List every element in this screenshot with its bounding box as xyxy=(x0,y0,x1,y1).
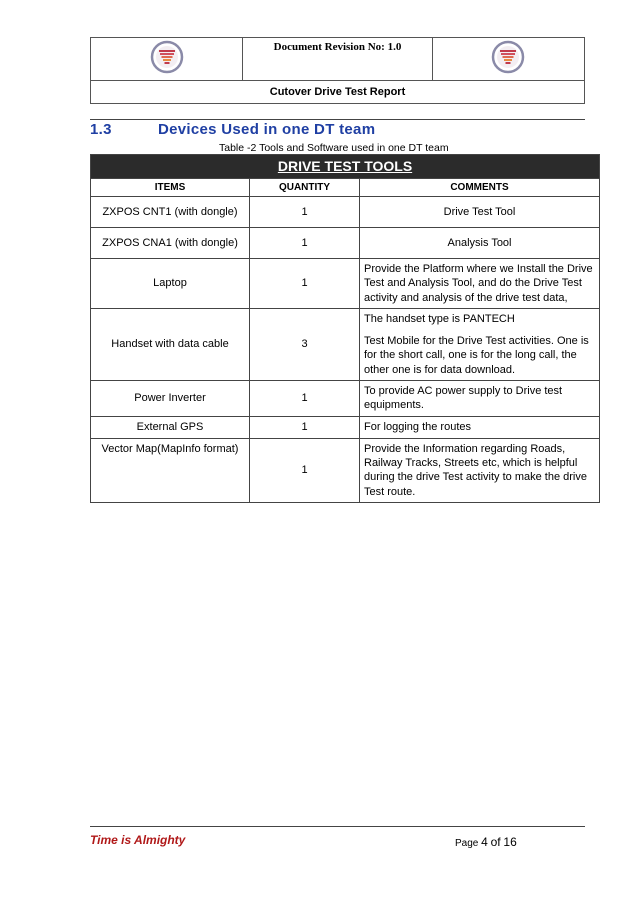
table-row xyxy=(91,416,600,438)
row-item: ZXPOS CNA1 (with dongle) xyxy=(91,228,250,259)
table-row xyxy=(91,381,600,417)
table-header-row xyxy=(91,179,600,197)
row-quantity: 1 xyxy=(250,416,360,438)
row-comment: To provide AC power supply to Drive test equipments. xyxy=(360,381,600,417)
funnel-logo-icon xyxy=(491,40,525,74)
header-logo-left-cell xyxy=(91,38,243,81)
page-of: of xyxy=(490,835,501,849)
table-row xyxy=(91,228,600,259)
row-quantity: 3 xyxy=(250,308,360,380)
row-comment xyxy=(360,308,600,380)
row-quantity: 1 xyxy=(250,228,360,259)
document-header xyxy=(90,37,585,104)
row-comment: Drive Test Tool xyxy=(360,197,600,228)
footer-divider xyxy=(90,826,585,827)
section-heading xyxy=(90,121,375,138)
column-header-quantity: QUANTITY xyxy=(250,179,360,197)
row-quantity: 1 xyxy=(250,259,360,309)
row-comment-line: The handset type is PANTECH xyxy=(364,312,515,325)
report-title: Cutover Drive Test Report xyxy=(91,81,585,104)
page-number xyxy=(455,835,517,849)
row-item: External GPS xyxy=(91,416,250,438)
section-number: 1.3 xyxy=(90,121,112,138)
row-comment: Provide the Platform where we Install the Drive Test and Analysis Tool, and do the Drive Test activity and analysis of the drive test data, xyxy=(360,259,600,309)
table-row xyxy=(91,259,600,309)
row-quantity: 1 xyxy=(250,438,360,502)
row-quantity: 1 xyxy=(250,381,360,417)
page-total: 16 xyxy=(503,835,517,849)
row-item: Handset with data cable xyxy=(91,308,250,380)
document-revision: Document Revision No: 1.0 xyxy=(243,38,433,81)
table-row xyxy=(91,438,600,502)
drive-test-tools-table xyxy=(90,154,600,503)
table-row xyxy=(91,308,600,380)
row-item: ZXPOS CNT1 (with dongle) xyxy=(91,197,250,228)
row-comment: For logging the routes xyxy=(360,416,600,438)
table-row xyxy=(91,197,600,228)
row-quantity: 1 xyxy=(250,197,360,228)
header-divider xyxy=(90,119,585,120)
funnel-logo-icon xyxy=(150,40,184,74)
table-caption: Table -2 Tools and Software used in one DT team xyxy=(219,142,449,154)
section-title: Devices Used in one DT team xyxy=(158,121,376,138)
row-comment: Analysis Tool xyxy=(360,228,600,259)
page-label: Page xyxy=(455,838,479,849)
header-logo-right-cell xyxy=(432,38,584,81)
row-item: Power Inverter xyxy=(91,381,250,417)
row-item: Laptop xyxy=(91,259,250,309)
column-header-items: ITEMS xyxy=(91,179,250,197)
column-header-comments: COMMENTS xyxy=(360,179,600,197)
row-item: Vector Map(MapInfo format) xyxy=(91,438,250,502)
page-current: 4 xyxy=(481,835,488,849)
row-comment-line: Test Mobile for the Drive Test activities. One is for the short call, one is for the long call, the other one is for data download. xyxy=(364,335,589,376)
table-banner: DRIVE TEST TOOLS xyxy=(91,155,600,179)
footer-slogan: Time is Almighty xyxy=(90,833,186,847)
row-comment: Provide the Information regarding Roads, Railway Tracks, Streets etc, which is helpful during the drive Test activity to make the drive Test route. xyxy=(360,438,600,502)
